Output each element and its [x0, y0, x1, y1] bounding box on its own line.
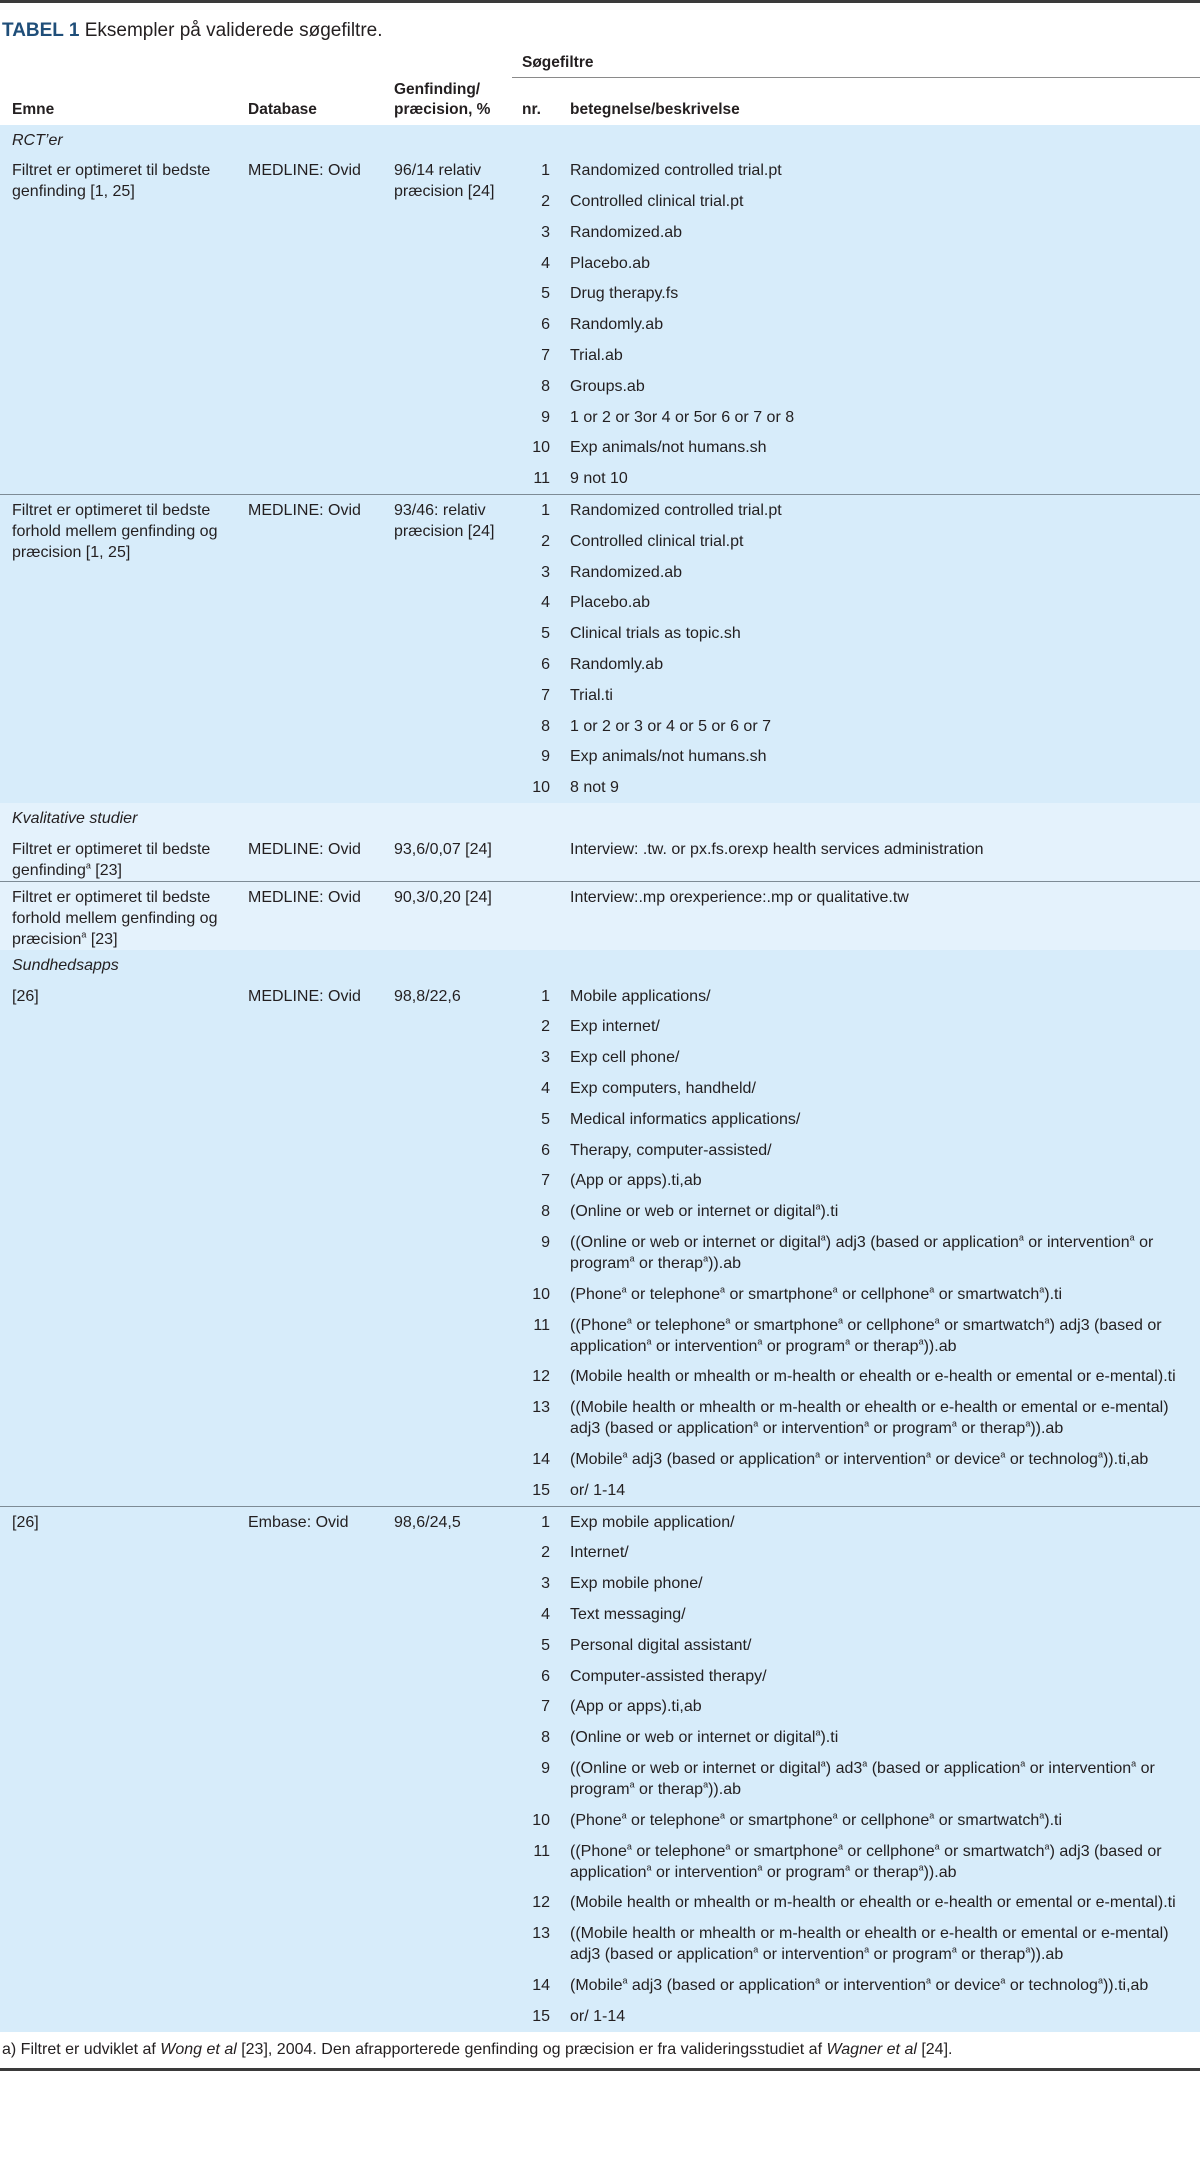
column-header-genfinding — [382, 78, 512, 125]
footnote-marker: a — [1039, 1810, 1045, 1821]
footnote-marker: a — [753, 1418, 759, 1429]
cell-filter-description: 8 not 9 — [564, 772, 1200, 803]
cell-filter-description: Trial.ab — [564, 340, 1200, 371]
cell-filter-nr: 3 — [512, 557, 564, 588]
footnote-marker: a — [918, 1336, 924, 1347]
footnote-marker: a — [1131, 1758, 1137, 1769]
cell-filter-description: Computer-assisted therapy/ — [564, 1661, 1200, 1692]
cell-filter-nr: 1 — [512, 981, 564, 1012]
table-caption — [0, 3, 1200, 49]
cell-emne: [26] — [0, 1506, 236, 2031]
cell-genfinding: 93,6/0,07 [24] — [382, 834, 512, 882]
section-header-row — [0, 125, 1200, 156]
cell-filter-nr: 13 — [512, 1392, 564, 1444]
footnote-marker: a — [1129, 1232, 1135, 1243]
footnote-marker: a — [626, 1841, 632, 1852]
footnote-marker: a — [629, 1779, 635, 1790]
cell-filter-description: Groups.ab — [564, 371, 1200, 402]
cell-filter-description: Interview: .tw. or px.fs.orexp health services administration — [564, 834, 1200, 882]
section-title: Kvalitative studier — [0, 803, 1200, 834]
footnote-marker: a — [621, 1284, 627, 1295]
cell-filter-nr: 4 — [512, 1599, 564, 1630]
cell-filter-description: Exp animals/not humans.sh — [564, 432, 1200, 463]
cell-filter-nr: 1 — [512, 1506, 564, 1537]
footnote-marker: a — [929, 1284, 935, 1295]
column-header-beskrivelse: betegnelse/beskrivelse — [570, 100, 740, 118]
cell-genfinding: 98,8/22,6 — [382, 981, 512, 1506]
footnote-marker: a — [1018, 1232, 1024, 1243]
cell-filter-nr: 9 — [512, 1227, 564, 1279]
cell-filter-description: Therapy, computer-assisted/ — [564, 1135, 1200, 1166]
footnote-marker: a — [815, 1975, 821, 1986]
footnote-marker: a — [832, 1810, 838, 1821]
cell-filter-description: (Mobile health or mhealth or m-health or ehealth or e-health or emental or e-mental).ti — [564, 1361, 1200, 1392]
cell-filter-nr: 11 — [512, 1836, 564, 1888]
cell-filter-description: (Phone$^a$ or telephone$^a$ or smartphone$^a$ or cellphone$^a$ or smartwatch$^a$).ti — [564, 1805, 1200, 1836]
cell-filter-description: Text messaging/ — [564, 1599, 1200, 1630]
cell-filter-nr: 7 — [512, 1691, 564, 1722]
cell-database: MEDLINE: Ovid — [236, 155, 382, 494]
cell-filter-nr: 6 — [512, 309, 564, 340]
footnote-marker: a — [951, 1944, 957, 1955]
footnote-marker: a — [1025, 1944, 1031, 1955]
footnote-marker: a — [81, 929, 87, 940]
cell-filter-description: Exp animals/not humans.sh — [564, 741, 1200, 772]
cell-filter-nr: 14 — [512, 1970, 564, 2001]
cell-filter-nr: 12 — [512, 1361, 564, 1392]
cell-filter-nr: 6 — [512, 1661, 564, 1692]
cell-filter-description: Randomized controlled trial.pt — [564, 155, 1200, 186]
cell-filter-nr: 5 — [512, 1630, 564, 1661]
footnote-marker: a — [926, 1975, 932, 1986]
footnote-marker: a — [1097, 1975, 1103, 1986]
cell-filter-description: Randomized controlled trial.pt — [564, 495, 1200, 526]
table-row — [0, 834, 1200, 882]
cell-filter-description: (Mobile$^a$ adj3 (based or application$^a$ or intervention$^a$ or device$^a$ or technolog$^a$)).ti,ab — [564, 1970, 1200, 2001]
cell-filter-description: ((Online or web or internet or digital$^a$) adj3 (based or application$^a$ or intervention$^a$ or program$^a$ or therap$^a$)).ab — [564, 1227, 1200, 1279]
footnote-marker: a — [629, 1253, 635, 1264]
cell-filter-description: Medical informatics applications/ — [564, 1104, 1200, 1135]
footnote — [0, 2032, 1200, 2060]
cell-genfinding: 98,6/24,5 — [382, 1506, 512, 2031]
footnote-marker: a — [820, 1758, 826, 1769]
cell-filter-description: Randomly.ab — [564, 309, 1200, 340]
cell-filter-nr: 14 — [512, 1444, 564, 1475]
cell-filter-description: Exp internet/ — [564, 1011, 1200, 1042]
cell-emne: Filtret er optimeret til bedste forhold mellem genfinding og præcision [1, 25] — [0, 495, 236, 803]
cell-filter-nr: 11 — [512, 1310, 564, 1362]
cell-emne: Filtret er optimeret til bedste forhold mellem genfinding og præcision$^a$ [23] — [0, 881, 236, 950]
cell-filter-description: Randomized.ab — [564, 217, 1200, 248]
footnote-marker: a — [832, 1284, 838, 1295]
cell-filter-nr: 2 — [512, 526, 564, 557]
cell-filter-description: Drug therapy.fs — [564, 278, 1200, 309]
cell-database: MEDLINE: Ovid — [236, 881, 382, 950]
cell-emne: [26] — [0, 981, 236, 1506]
cell-filter-description: or/ 1-14 — [564, 1475, 1200, 1506]
footnote-marker: a — [725, 1841, 731, 1852]
table-row — [0, 495, 1200, 526]
footnote-middle: [23], 2004. Den afrapporterede genfinding og præcision er fra valideringsstudiet af — [236, 2040, 827, 2058]
footnote-marker: a — [837, 1315, 843, 1326]
caption-text: Eksempler på validerede søgefiltre. — [79, 20, 383, 41]
section-header-row — [0, 803, 1200, 834]
cell-filter-nr: 9 — [512, 1753, 564, 1805]
cell-emne: Filtret er optimeret til bedste genfinding$^a$ [23] — [0, 834, 236, 882]
footnote-marker: a — [815, 1449, 821, 1460]
footnote-suffix: [24]. — [916, 2040, 953, 2058]
cell-filter-description: 1 or 2 or 3or 4 or 5or 6 or 7 or 8 — [564, 402, 1200, 433]
cell-filter-nr: 3 — [512, 217, 564, 248]
cell-filter-nr: 7 — [512, 680, 564, 711]
cell-filter-description: ((Mobile health or mhealth or m-health or ehealth or e-health or emental or e-mental) adj3 (based or application$^a$ or intervention$^a$ or program$^a$ or therap$^a$)).ab — [564, 1392, 1200, 1444]
footnote-marker: a — [621, 1810, 627, 1821]
footnote-marker: a — [646, 1862, 652, 1873]
cell-filter-nr: 10 — [512, 1279, 564, 1310]
footnote-marker: a — [815, 1727, 821, 1738]
footnote-marker: a — [622, 1449, 628, 1460]
cell-filter-description: (Online or web or internet or digital$^a$).ti — [564, 1722, 1200, 1753]
cell-filter-description: Mobile applications/ — [564, 981, 1200, 1012]
table-row — [0, 155, 1200, 186]
cell-filter-nr: 1 — [512, 155, 564, 186]
footnote-marker: a — [622, 1975, 628, 1986]
cell-filter-description: ((Mobile health or mhealth or m-health or ehealth or e-health or emental or e-mental) adj3 (based or application$^a$ or intervention$^a$ or program$^a$ or therap$^a$)).ab — [564, 1918, 1200, 1970]
cell-filter-description: (Phone$^a$ or telephone$^a$ or smartphone$^a$ or cellphone$^a$ or smartwatch$^a$).ti — [564, 1279, 1200, 1310]
cell-filter-nr: 8 — [512, 711, 564, 742]
cell-filter-nr: 5 — [512, 618, 564, 649]
cell-filter-nr: 1 — [512, 495, 564, 526]
cell-filter-nr: 11 — [512, 463, 564, 494]
table-row — [0, 981, 1200, 1012]
cell-genfinding: 96/14 relativ præcision [24] — [382, 155, 512, 494]
group-header-row — [0, 49, 1200, 78]
cell-genfinding: 90,3/0,20 [24] — [382, 881, 512, 950]
footnote-marker: a — [757, 1862, 763, 1873]
cell-genfinding: 93/46: relativ præcision [24] — [382, 495, 512, 803]
cell-filter-nr: 9 — [512, 741, 564, 772]
footnote-marker: a — [1039, 1284, 1045, 1295]
footnote-marker: a — [934, 1841, 940, 1852]
cell-filter-nr: 8 — [512, 371, 564, 402]
cell-filter-description: Internet/ — [564, 1537, 1200, 1568]
footnote-marker: a — [820, 1232, 826, 1243]
cell-filter-description: ((Phone$^a$ or telephone$^a$ or smartphone$^a$ or cellphone$^a$ or smartwatch$^a$) adj3 (based or application$^a$ or intervention$^a$ or program$^a$ or therap$^a$)).ab — [564, 1836, 1200, 1888]
cell-filter-description: (App or apps).ti,ab — [564, 1691, 1200, 1722]
cell-database: MEDLINE: Ovid — [236, 495, 382, 803]
cell-filter-nr: 2 — [512, 1537, 564, 1568]
cell-filter-nr: 10 — [512, 1805, 564, 1836]
footnote-marker: a — [725, 1315, 731, 1326]
footnote-marker: a — [1020, 1758, 1026, 1769]
cell-filter-description: Controlled clinical trial.pt — [564, 186, 1200, 217]
cell-filter-description: Exp computers, handheld/ — [564, 1073, 1200, 1104]
footnote-author-wong: Wong et al — [160, 2040, 237, 2058]
cell-filter-nr: 15 — [512, 1475, 564, 1506]
cell-filter-description: (App or apps).ti,ab — [564, 1165, 1200, 1196]
cell-filter-nr: 5 — [512, 1104, 564, 1135]
footnote-author-wagner: Wagner et al — [826, 2040, 917, 2058]
cell-filter-nr: 12 — [512, 1887, 564, 1918]
cell-filter-description: ((Phone$^a$ or telephone$^a$ or smartphone$^a$ or cellphone$^a$ or smartwatch$^a$) adj3 (based or application$^a$ or intervention$^a$ or program$^a$ or therap$^a$)).ab — [564, 1310, 1200, 1362]
footnote-marker: a — [934, 1315, 940, 1326]
cell-filter-nr: 4 — [512, 1073, 564, 1104]
cell-filter-description: Interview:.mp orexperience:.mp or qualitative.tw — [564, 881, 1200, 950]
group-header-sogefiltre: Søgefiltre — [512, 49, 1200, 78]
cell-filter-description: Clinical trials as topic.sh — [564, 618, 1200, 649]
bottom-rule — [0, 2068, 1200, 2071]
cell-filter-nr: 4 — [512, 248, 564, 279]
footnote-marker: a — [1000, 1449, 1006, 1460]
footnote-marker: a — [703, 1779, 709, 1790]
footnote-marker: a — [845, 1336, 851, 1347]
caption-label: TABEL 1 — [2, 20, 80, 41]
cell-filter-description: Randomly.ab — [564, 649, 1200, 680]
table-row — [0, 1506, 1200, 1537]
cell-filter-nr: 10 — [512, 772, 564, 803]
section-title: RCT’er — [0, 125, 1200, 156]
footnote-marker: a — [626, 1315, 632, 1326]
cell-filter-description: 1 or 2 or 3 or 4 or 5 or 6 or 7 — [564, 711, 1200, 742]
cell-filter-nr: 8 — [512, 1196, 564, 1227]
cell-filter-nr: 6 — [512, 649, 564, 680]
cell-filter-nr: 6 — [512, 1135, 564, 1166]
footnote-marker: a — [864, 1418, 870, 1429]
footnote-marker: a — [837, 1841, 843, 1852]
footnote-marker: a — [845, 1862, 851, 1873]
cell-filter-nr: 4 — [512, 587, 564, 618]
cell-database: Embase: Ovid — [236, 1506, 382, 2031]
footnote-marker: a — [720, 1810, 726, 1821]
cell-filter-description: or/ 1-14 — [564, 2001, 1200, 2032]
cell-filter-description: Randomized.ab — [564, 557, 1200, 588]
footnote-marker: a — [85, 860, 91, 871]
footnote-prefix: a) Filtret er udviklet af — [2, 2040, 161, 2058]
cell-database: MEDLINE: Ovid — [236, 834, 382, 882]
footnote-marker: a — [1044, 1841, 1050, 1852]
footnote-marker: a — [1025, 1418, 1031, 1429]
table-row — [0, 881, 1200, 950]
cell-filter-description: (Mobile health or mhealth or m-health or ehealth or e-health or emental or e-mental).ti — [564, 1887, 1200, 1918]
cell-filter-nr — [512, 881, 564, 950]
footnote-marker: a — [703, 1253, 709, 1264]
footnote-marker: a — [929, 1810, 935, 1821]
cell-filter-nr: 13 — [512, 1918, 564, 1970]
column-header-nr: nr. — [522, 100, 541, 118]
column-header-database: Database — [248, 100, 317, 118]
column-header-emne: Emne — [12, 100, 55, 118]
cell-filter-nr: 5 — [512, 278, 564, 309]
cell-filter-nr: 9 — [512, 402, 564, 433]
table-body — [0, 125, 1200, 2032]
cell-filter-description: Controlled clinical trial.pt — [564, 526, 1200, 557]
footnote-marker: a — [918, 1862, 924, 1873]
footnote-marker: a — [926, 1449, 932, 1460]
cell-filter-description: Exp mobile phone/ — [564, 1568, 1200, 1599]
cell-filter-nr: 8 — [512, 1722, 564, 1753]
section-title: Sundhedsapps — [0, 950, 1200, 981]
cell-filter-nr — [512, 834, 564, 882]
cell-filter-nr: 2 — [512, 186, 564, 217]
cell-filter-nr: 3 — [512, 1042, 564, 1073]
genfinding-header-line1: Genfinding/ — [394, 80, 481, 98]
genfinding-header-line2: præcision, % — [394, 100, 491, 118]
footnote-marker: a — [815, 1201, 821, 1212]
cell-filter-nr: 7 — [512, 340, 564, 371]
cell-filter-nr: 10 — [512, 432, 564, 463]
footnote-marker: a — [757, 1336, 763, 1347]
cell-filter-description: Trial.ti — [564, 680, 1200, 711]
cell-filter-description: 9 not 10 — [564, 463, 1200, 494]
footnote-marker: a — [720, 1284, 726, 1295]
footnote-marker: a — [1044, 1315, 1050, 1326]
footnote-marker: a — [862, 1758, 868, 1769]
cell-filter-nr: 2 — [512, 1011, 564, 1042]
footnote-marker: a — [951, 1418, 957, 1429]
footnote-marker: a — [864, 1944, 870, 1955]
search-filter-table — [0, 49, 1200, 2032]
cell-filter-description: Placebo.ab — [564, 587, 1200, 618]
footnote-marker: a — [646, 1336, 652, 1347]
cell-filter-description: Personal digital assistant/ — [564, 1630, 1200, 1661]
column-header-row — [0, 78, 1200, 125]
cell-filter-description: (Mobile$^a$ adj3 (based or application$^a$ or intervention$^a$ or device$^a$ or technolog$^a$)).ti,ab — [564, 1444, 1200, 1475]
cell-filter-description: (Online or web or internet or digital$^a$).ti — [564, 1196, 1200, 1227]
footnote-marker: a — [1000, 1975, 1006, 1986]
cell-filter-nr: 7 — [512, 1165, 564, 1196]
cell-filter-nr: 3 — [512, 1568, 564, 1599]
footnote-marker: a — [753, 1944, 759, 1955]
section-header-row — [0, 950, 1200, 981]
cell-filter-description: Placebo.ab — [564, 248, 1200, 279]
cell-filter-description: Exp mobile application/ — [564, 1506, 1200, 1537]
footnote-marker: a — [1097, 1449, 1103, 1460]
cell-database: MEDLINE: Ovid — [236, 981, 382, 1506]
cell-filter-description: ((Online or web or internet or digital$^a$) ad3$^a$ (based or application$^a$ or intervention$^a$ or program$^a$ or therap$^a$)).ab — [564, 1753, 1200, 1805]
cell-filter-nr: 15 — [512, 2001, 564, 2032]
cell-emne: Filtret er optimeret til bedste genfinding [1, 25] — [0, 155, 236, 494]
cell-filter-description: Exp cell phone/ — [564, 1042, 1200, 1073]
